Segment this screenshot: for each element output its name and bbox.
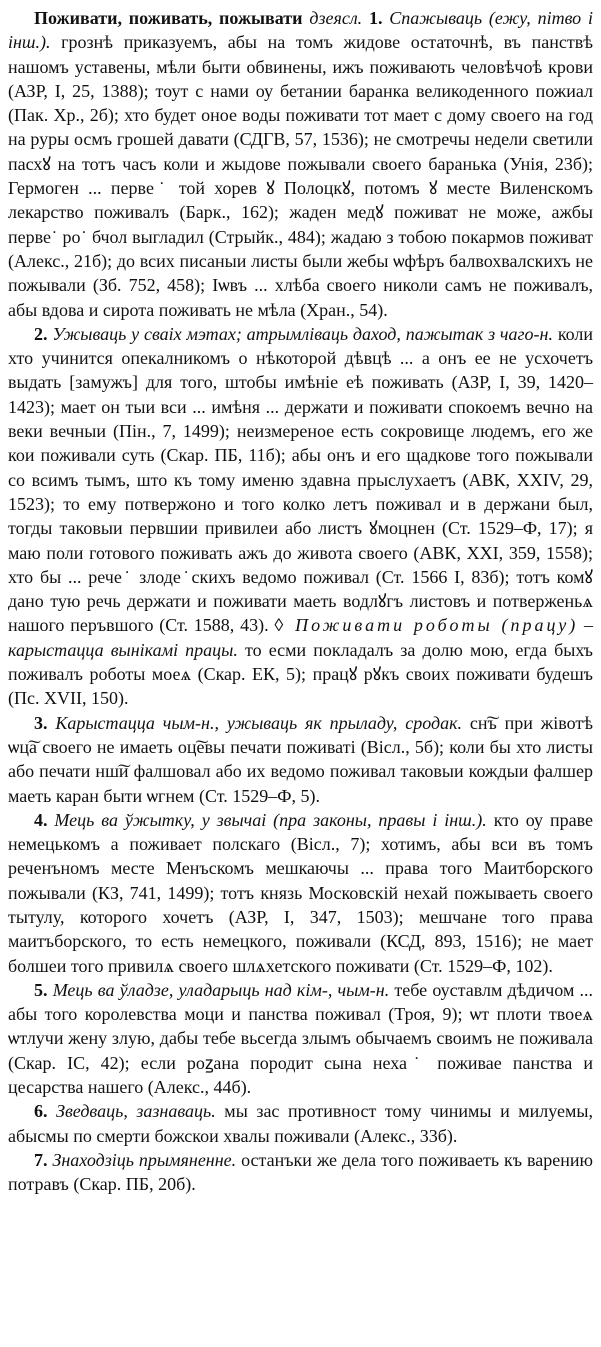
headword: Поживати, поживать, пожывати: [34, 8, 303, 28]
entry-sense-1: [8, 6, 593, 322]
sense-gloss: Спажываць (ежу, пітво і інш.).: [8, 8, 593, 53]
sense-number: 4.: [34, 809, 48, 830]
part-of-speech: дзеясл.: [309, 8, 363, 28]
entry-sense-6: [8, 1099, 593, 1148]
sense-number: 7.: [34, 1149, 48, 1170]
phrase-gloss: – карыстацца вынікамі працы.: [8, 615, 594, 660]
sense-gloss: Мець ва ўжытку, у звычаі (пра законы, правы і інш.).: [54, 809, 487, 830]
sense-number: 1.: [368, 8, 383, 28]
sense-citations: тебе оуставлм дѣдичом ... абы того королевства моци и панства поживал (Троя, 9); ѡт плоти твоеѧ ѡтлучи жену злую, дабы тебе вьсегда злымъ обычаемъ своимъ не поживала (Скар. IC, 42); если роꙁана породит сына неха˙ поживае панства и цесарства нашего (Алекс., 44б).: [8, 979, 594, 1098]
sense-citations: коли хто учинится опекалникомъ о нѣкоторой дѣвцѣ ... а онъ ее не усхочетъ выдать [замужъ] для того, штобы имѣніе еѣ поживать (АЗР, I, 39, 1420–1423); мает он тыи вси ... имѣня ... держати и поживати спокоемъ вечно на веки вечныи (Пін., 7, 1499); неизмереное есть сокровище людемъ, его же кои поживали суть (Скар. ПБ, 11б); абы онъ и его щадкове того пожывали со всимъ тымъ, што къ тому именю здавна прыслухаетъ (АВК, XXIV, 29, 1523); то ему потвержоно и того колко летъ поживал и в держани был, тогды таковыи первшии привилеи або листъ ꙋмоцнен (Ст. 1529–Ф, 17); я маю поли готового поживать ажъ до живота своего (АВК, XXI, 359, 1558); хто бы ... рече˙ злоде˙скихъ ведомо поживал (Ст. 1566 I, 83б); тотъ комꙋ дано тую речь держати и поживати маеть водлꙋгъ листовъ и потверженьѧ нашого перъвшого (Ст. 1588, 43).: [8, 323, 594, 636]
sense-number: 3.: [34, 712, 48, 733]
entry-sense-4: [8, 808, 593, 978]
sense-citations: сн͠ъ при жівотѣ ѡц͠а своего не имаеть оц͠евы печати поживаті (Вісл., 5б); коли бы хто листы або печати нш͠и фалшовал або их ведомо поживал таковыи кождыи фалшер маеть каран быти ѡгнем (Ст. 1529–Ф, 5).: [8, 712, 594, 806]
entry-sense-2: [8, 322, 593, 711]
sense-number: 2.: [34, 323, 48, 344]
sense-gloss: Знаходзіць прымяненне.: [52, 1149, 237, 1170]
phrase-citations: то есми покладалъ за долю мою, егда быхъ поживалъ роботы моеѧ (Скар. ЕК, 5); працꙋ рꙋкъ своих поживати будешъ (Пс. XVII, 150).: [8, 639, 593, 709]
phrase: ◊ Поживати роботы (працу): [274, 615, 579, 636]
entry-sense-5: [8, 978, 593, 1099]
entry-sense-3: [8, 711, 593, 808]
sense-citations: мы зас противност тому чинимы и милуемы, абысмы по смерти божскои хвалы поживали (Алекс., 33б).: [8, 1101, 594, 1146]
sense-gloss: Зведваць, зазнаваць.: [56, 1101, 216, 1122]
sense-gloss: Карыстацца чым-н., ужываць як прыладу, сродак.: [55, 712, 463, 733]
sense-citations: останъки же дела того поживаеть къ варению потравъ (Скар. ПБ, 20б).: [8, 1149, 593, 1195]
sense-number: 5.: [34, 979, 48, 1000]
sense-gloss: Ужываць у сваіх мэтах; атрымліваць даход, пажытак з чаго-н.: [52, 323, 553, 344]
entry-sense-7: [8, 1148, 593, 1197]
sense-number: 6.: [34, 1101, 48, 1122]
sense-citations: грознѣ приказуемъ, абы на томъ жидове остаточнѣ, въ панствѣ нашомъ уставены, мѣли быти обвинены, ижъ поживають человѣчоѣ крови (АЗР, I, 25, 1388); тоут с нами оу бетании баранка великоденного пожиал (Пак. Хр., 2б); хто будет оное воды поживати тот мает с дому своего на год на руры осмъ грошей давати (СДГВ, 57, 1536); не смотречы недели светили пасхꙋ на тотъ часъ коли и жыдове пожывали своего баранька (Унія, 23б); Гермоген ... перве˙ той хорев ꙋ Полоцкꙋ, потомъ ꙋ месте Виленскомъ лекарство поживалъ (Барк., 162); жаден медꙋ поживат не може, ажбы перве˙ ро˙ бчол выгладил (Стрыйк., 484); жадаю з тобою покармов поживат (Алекс., 21б); до всих писаныи листы были жебы ѡфѣръ балвохвалскихъ не пожывали (Зб. 752, 458); Іѡвъ ... хлѣба своего николи самъ не поживалъ, абы вдова и сирота поживать не мѣла (Хран., 54).: [8, 32, 594, 320]
sense-gloss: Мець ва ўладзе, уладарыць над кім-, чым-н.: [52, 979, 390, 1000]
sense-citations: кто оу праве немецькомъ а поживает полскаго (Вісл., 7); хотимъ, абы вси въ томъ реченъномъ месте Менъскомъ мешкаючы ... права того Маитборского пожывали (КЗ, 741, 1499); тотъ князь Московскій нехай пожываеть своего тытулу, которого хочетъ (АЗР, I, 347, 1503); мешчане того права маитъборского, то есть немецкого, поживали (КСД, 893, 1516); не мает болшеи того привилѧ своего шлѧхетского поживати (Ст. 1529–Ф, 102).: [8, 809, 593, 976]
